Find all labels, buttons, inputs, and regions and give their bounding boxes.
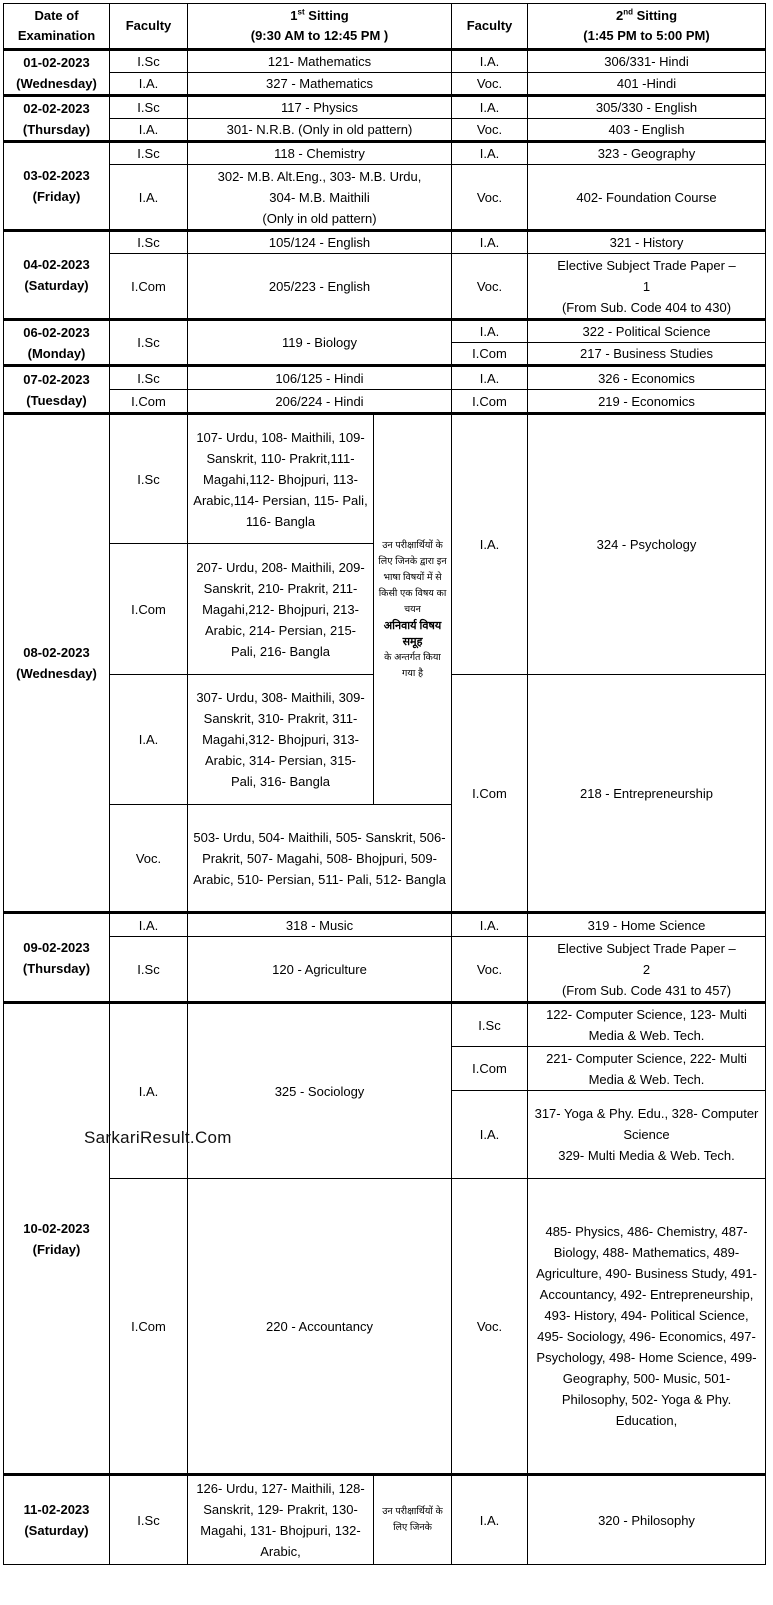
subject-cell: 107- Urdu, 108- Maithili, 109- Sanskrit, 110- Prakrit,111- Magahi,112- Bhojpuri, 113- Arabic,114- Persian, 115- Pali, 116- Bangla xyxy=(188,414,374,544)
faculty-cell: I.Com xyxy=(452,675,528,913)
table-row xyxy=(4,96,766,119)
faculty-cell: I.A. xyxy=(110,913,188,937)
subject-cell: 317- Yoga & Phy. Edu., 328- Computer Science 329- Multi Media & Web. Tech. xyxy=(528,1091,766,1179)
faculty-cell: I.A. xyxy=(110,73,188,96)
subject-cell: 321 - History xyxy=(528,231,766,254)
subject-cell: 503- Urdu, 504- Maithili, 505- Sanskrit, 506- Prakrit, 507- Magahi, 508- Bhojpuri, 509- Arabic, 510- Persian, 511- Pali, 512- Bangla xyxy=(188,805,452,913)
table-row xyxy=(4,73,766,96)
subject-cell: 218 - Entrepreneurship xyxy=(528,675,766,913)
faculty-cell: I.Com xyxy=(452,390,528,414)
faculty-cell: I.Com xyxy=(110,254,188,320)
faculty-cell: I.A. xyxy=(452,414,528,675)
subject-cell: 206/224 - Hindi xyxy=(188,390,452,414)
exam-date: 06-02-2023 (Monday) xyxy=(4,320,110,366)
subject-cell: 118 - Chemistry xyxy=(188,142,452,165)
faculty-cell: Voc. xyxy=(452,165,528,231)
faculty-cell: Voc. xyxy=(452,1179,528,1475)
faculty-cell: I.A. xyxy=(452,231,528,254)
subject-cell: 122- Computer Science, 123- Multi Media & Web. Tech. xyxy=(528,1003,766,1047)
subject-cell: 117 - Physics xyxy=(188,96,452,119)
subject-cell: 207- Urdu, 208- Maithili, 209- Sanskrit, 210- Prakrit, 211- Magahi,212- Bhojpuri, 213- Arabic, 214- Persian, 215- Pali, 216- Bangla xyxy=(188,544,374,675)
subject-cell: 326 - Economics xyxy=(528,366,766,390)
faculty-cell: Voc. xyxy=(452,73,528,96)
faculty-cell: I.Sc xyxy=(110,414,188,544)
faculty-cell: I.Com xyxy=(110,544,188,675)
faculty-cell: I.Sc xyxy=(110,937,188,1003)
table-row xyxy=(4,254,766,320)
subject-cell: 324 - Psychology xyxy=(528,414,766,675)
faculty-cell: I.Sc xyxy=(110,50,188,73)
subject-cell: 307- Urdu, 308- Maithili, 309- Sanskrit, 310- Prakrit, 311- Magahi,312- Bhojpuri, 313- Arabic, 314- Persian, 315- Pali, 316- Bangla xyxy=(188,675,374,805)
table-row xyxy=(4,414,766,544)
subject-cell: 305/330 - English xyxy=(528,96,766,119)
table-row xyxy=(4,1475,766,1565)
faculty-cell: Voc. xyxy=(110,805,188,913)
subject-cell: 126- Urdu, 127- Maithili, 128- Sanskrit, 129- Prakrit, 130- Magahi, 131- Bhojpuri, 132- Arabic, xyxy=(188,1475,374,1565)
subject-cell: Elective Subject Trade Paper – 1 (From Sub. Code 404 to 430) xyxy=(528,254,766,320)
faculty-cell: I.Sc xyxy=(110,96,188,119)
hindi-note: उन परीक्षार्थियों के लिए जिनके xyxy=(374,1475,452,1565)
faculty-cell: I.Sc xyxy=(452,1003,528,1047)
subject-cell: 219 - Economics xyxy=(528,390,766,414)
faculty-cell: Voc. xyxy=(452,254,528,320)
watermark: SarkariResult.Com xyxy=(84,1128,232,1147)
exam-date: 09-02-2023 (Thursday) xyxy=(4,913,110,1003)
faculty-cell: I.Sc xyxy=(110,1475,188,1565)
table-row xyxy=(4,142,766,165)
exam-date: 11-02-2023 (Saturday) xyxy=(4,1475,110,1565)
exam-date: 01-02-2023 (Wednesday) xyxy=(4,50,110,96)
header-faculty-2: Faculty xyxy=(452,4,528,50)
subject-cell: 217 - Business Studies xyxy=(528,343,766,366)
subject-cell: 323 - Geography xyxy=(528,142,766,165)
subject-cell: 105/124 - English xyxy=(188,231,452,254)
exam-date: 07-02-2023 (Tuesday) xyxy=(4,366,110,414)
faculty-cell: I.Com xyxy=(452,343,528,366)
header-date: Date of Examination xyxy=(4,4,110,50)
table-row xyxy=(4,913,766,937)
hindi-note: उन परीक्षार्थियों के लिए जिनके द्वारा इन भाषा विषयों में से किसी एक विषय का चयन अनिवार्य विषय समूह के अन्तर्गत किया गया है xyxy=(374,414,452,805)
faculty-cell: I.A. xyxy=(110,119,188,142)
faculty-cell: I.Sc xyxy=(110,366,188,390)
exam-date: 02-02-2023 (Thursday) xyxy=(4,96,110,142)
faculty-cell: I.A. xyxy=(452,1475,528,1565)
subject-cell: 106/125 - Hindi xyxy=(188,366,452,390)
faculty-cell: I.A. xyxy=(110,675,188,805)
faculty-cell: I.A. xyxy=(110,165,188,231)
faculty-cell: I.Sc xyxy=(110,320,188,366)
table-row xyxy=(4,1179,766,1475)
table-row xyxy=(4,937,766,1003)
subject-cell: 327 - Mathematics xyxy=(188,73,452,96)
header-row xyxy=(4,4,766,50)
subject-cell: 221- Computer Science, 222- Multi Media & Web. Tech. xyxy=(528,1047,766,1091)
table-row xyxy=(4,390,766,414)
exam-date: 10-02-2023 (Friday) xyxy=(4,1003,110,1475)
faculty-cell: I.A. xyxy=(110,1003,188,1179)
subject-cell: 306/331- Hindi xyxy=(528,50,766,73)
subject-cell: 205/223 - English xyxy=(188,254,452,320)
subject-cell: 121- Mathematics xyxy=(188,50,452,73)
header-faculty-1: Faculty xyxy=(110,4,188,50)
table-row xyxy=(4,231,766,254)
exam-date: 08-02-2023 (Wednesday) xyxy=(4,414,110,913)
table-row xyxy=(4,119,766,142)
faculty-cell: I.Sc xyxy=(110,142,188,165)
subject-cell: 120 - Agriculture xyxy=(188,937,452,1003)
faculty-cell: I.A. xyxy=(452,1091,528,1179)
subject-cell: 319 - Home Science xyxy=(528,913,766,937)
exam-schedule-table xyxy=(3,3,766,1565)
subject-cell: 220 - Accountancy xyxy=(188,1179,452,1475)
table-row xyxy=(4,320,766,343)
faculty-cell: I.A. xyxy=(452,96,528,119)
subject-cell: 320 - Philosophy xyxy=(528,1475,766,1565)
faculty-cell: I.Com xyxy=(452,1047,528,1091)
subject-cell: Elective Subject Trade Paper – 2 (From Sub. Code 431 to 457) xyxy=(528,937,766,1003)
exam-date: 03-02-2023 (Friday) xyxy=(4,142,110,231)
subject-cell: 301- N.R.B. (Only in old pattern) xyxy=(188,119,452,142)
subject-cell: 402- Foundation Course xyxy=(528,165,766,231)
subject-cell: 403 - English xyxy=(528,119,766,142)
faculty-cell: I.A. xyxy=(452,50,528,73)
faculty-cell: I.Com xyxy=(110,1179,188,1475)
table-row xyxy=(4,1003,766,1047)
table-row xyxy=(4,165,766,231)
table-row xyxy=(4,50,766,73)
faculty-cell: I.A. xyxy=(452,142,528,165)
subject-cell: 401 -Hindi xyxy=(528,73,766,96)
header-sitting-1: 1st Sitting (9:30 AM to 12:45 PM ) xyxy=(188,4,452,50)
faculty-cell: Voc. xyxy=(452,937,528,1003)
header-sitting-2: 2nd Sitting (1:45 PM to 5:00 PM) xyxy=(528,4,766,50)
subject-cell: 302- M.B. Alt.Eng., 303- M.B. Urdu, 304- M.B. Maithili (Only in old pattern) xyxy=(188,165,452,231)
faculty-cell: I.Com xyxy=(110,390,188,414)
subject-cell: 485- Physics, 486- Chemistry, 487- Biology, 488- Mathematics, 489- Agriculture, 490- Business Study, 491- Accountancy, 492- Entrepreneurship, 493- History, 494- Political Science, 495- Sociology, 496- Economics, 497- Psychology, 498- Home Science, 499- Geography, 500- Music, 501- Philosophy, 502- Yoga & Phy. Education, xyxy=(528,1179,766,1475)
faculty-cell: I.Sc xyxy=(110,231,188,254)
table-row xyxy=(4,366,766,390)
faculty-cell: I.A. xyxy=(452,320,528,343)
exam-date: 04-02-2023 (Saturday) xyxy=(4,231,110,320)
subject-cell: 322 - Political Science xyxy=(528,320,766,343)
subject-cell: 325 - Sociology xyxy=(188,1003,452,1179)
faculty-cell: I.A. xyxy=(452,913,528,937)
subject-cell: 318 - Music xyxy=(188,913,452,937)
faculty-cell: Voc. xyxy=(452,119,528,142)
subject-cell: 119 - Biology xyxy=(188,320,452,366)
faculty-cell: I.A. xyxy=(452,366,528,390)
